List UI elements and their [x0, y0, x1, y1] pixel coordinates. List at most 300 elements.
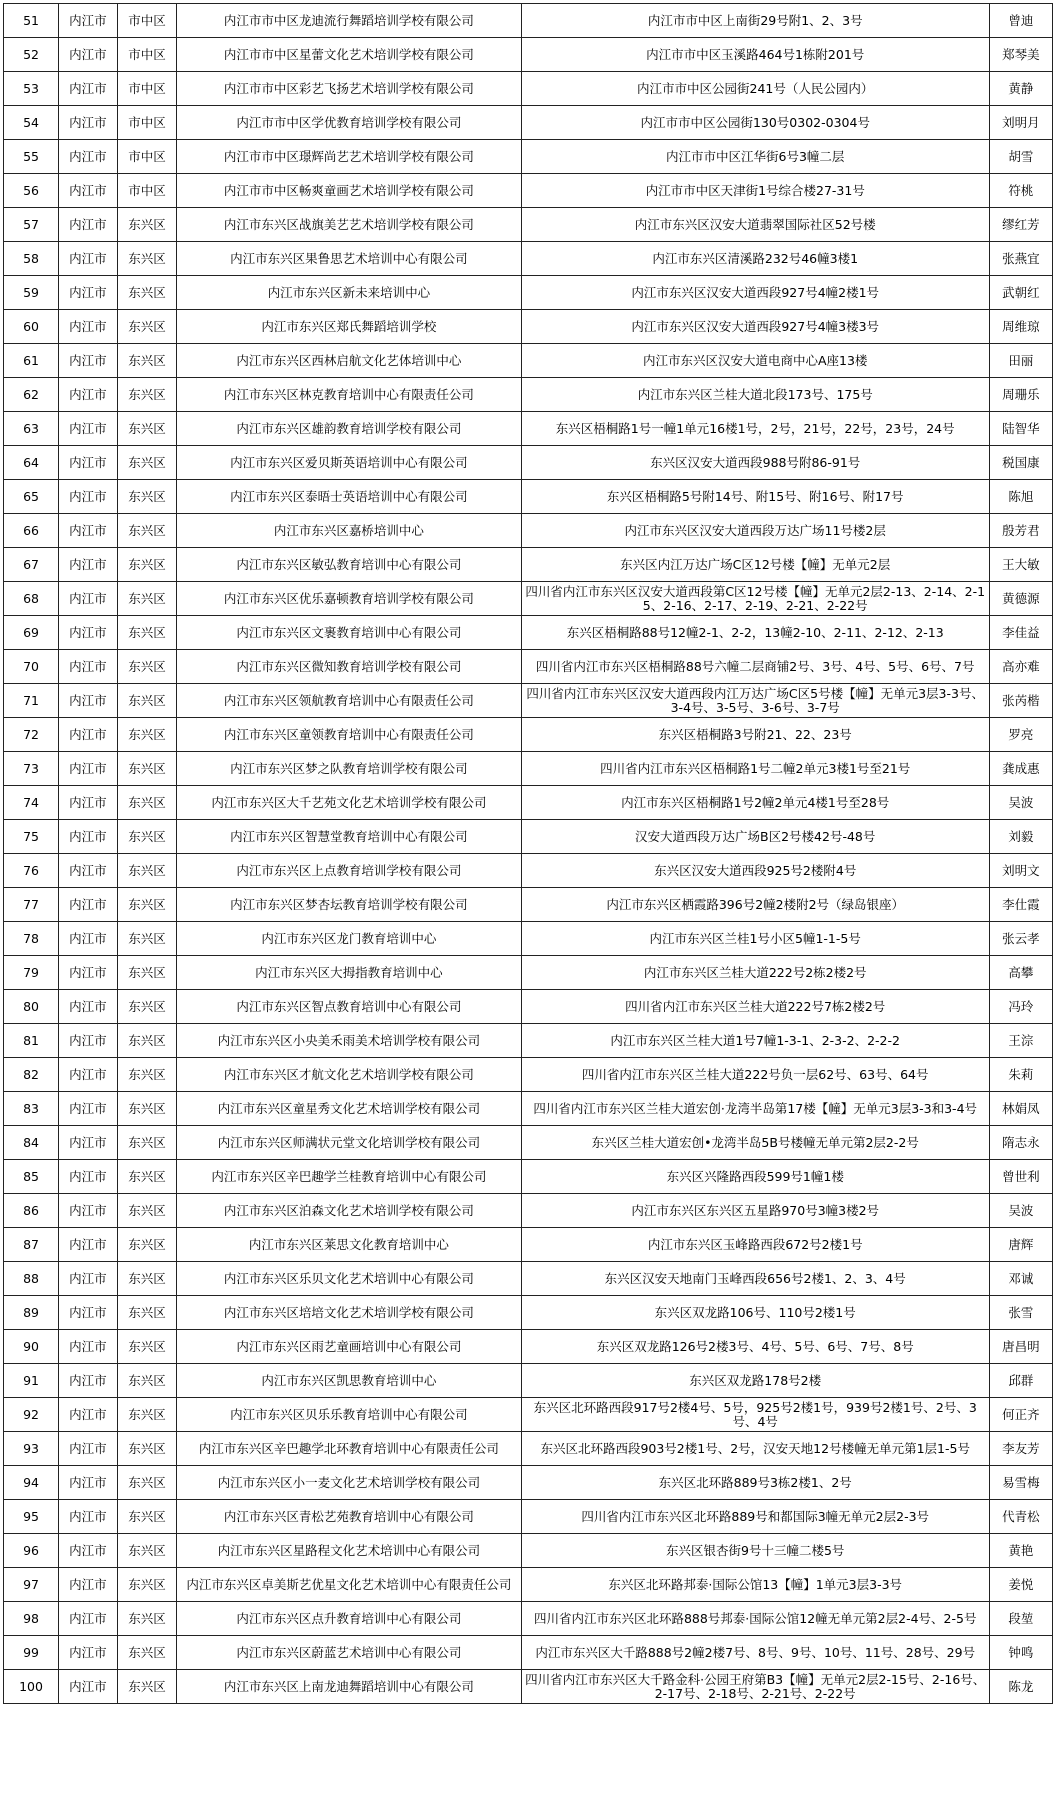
row-number: 52	[4, 38, 59, 72]
legal-representative-cell: 姜悦	[989, 1568, 1052, 1602]
address-cell: 四川省内江市东兴区兰桂大道222号7栋2楼2号	[521, 990, 989, 1024]
address-cell: 东兴区双龙路178号2楼	[521, 1364, 989, 1398]
city-cell: 内江市	[59, 1330, 118, 1364]
legal-representative-cell: 高攀	[989, 956, 1052, 990]
institution-name-cell: 内江市东兴区雨艺童画培训中心有限公司	[177, 1330, 521, 1364]
legal-representative-cell: 黄艳	[989, 1534, 1052, 1568]
district-cell: 东兴区	[117, 582, 177, 616]
legal-representative-cell: 陈龙	[989, 1670, 1052, 1704]
table-row	[4, 1024, 1053, 1058]
table-row	[4, 1262, 1053, 1296]
row-number: 57	[4, 208, 59, 242]
city-cell: 内江市	[59, 1126, 118, 1160]
address-cell: 四川省内江市东兴区大千路金科·公园王府第B3【幢】无单元2层2-15号、2-16号、2-17号、2-18号、2-21号、2-22号	[521, 1670, 989, 1704]
institution-name-cell: 内江市东兴区西林启航文化艺体培训中心	[177, 344, 521, 378]
institution-name-cell: 内江市东兴区微知教育培训学校有限公司	[177, 650, 521, 684]
institution-name-cell: 内江市东兴区凯思教育培训中心	[177, 1364, 521, 1398]
row-number: 58	[4, 242, 59, 276]
table-row	[4, 1534, 1053, 1568]
city-cell: 内江市	[59, 684, 118, 718]
row-number: 56	[4, 174, 59, 208]
district-cell: 市中区	[117, 106, 177, 140]
city-cell: 内江市	[59, 548, 118, 582]
address-cell: 内江市东兴区汉安大道电商中心A座13楼	[521, 344, 989, 378]
table-row	[4, 548, 1053, 582]
district-cell: 东兴区	[117, 1024, 177, 1058]
legal-representative-cell: 唐辉	[989, 1228, 1052, 1262]
address-cell: 内江市市中区上南街29号附1、2、3号	[521, 4, 989, 38]
city-cell: 内江市	[59, 378, 118, 412]
city-cell: 内江市	[59, 208, 118, 242]
institution-name-cell: 内江市东兴区林克教育培训中心有限责任公司	[177, 378, 521, 412]
address-cell: 内江市市中区江华街6号3幢二层	[521, 140, 989, 174]
legal-representative-cell: 符桃	[989, 174, 1052, 208]
address-cell: 内江市东兴区汉安大道翡翠国际社区52号楼	[521, 208, 989, 242]
row-number: 94	[4, 1466, 59, 1500]
address-cell: 东兴区内江万达广场C区12号楼【幢】无单元2层	[521, 548, 989, 582]
institution-name-cell: 内江市东兴区上南龙迪舞蹈培训中心有限公司	[177, 1670, 521, 1704]
institution-name-cell: 内江市东兴区泊森文化艺术培训学校有限公司	[177, 1194, 521, 1228]
institution-name-cell: 内江市东兴区战旗美艺艺术培训学校有限公司	[177, 208, 521, 242]
table-row	[4, 650, 1053, 684]
institution-name-cell: 内江市东兴区童领教育培训中心有限责任公司	[177, 718, 521, 752]
institution-name-cell: 内江市东兴区新未来培训中心	[177, 276, 521, 310]
table-row	[4, 514, 1053, 548]
district-cell: 东兴区	[117, 276, 177, 310]
row-number: 84	[4, 1126, 59, 1160]
legal-representative-cell: 缪红芳	[989, 208, 1052, 242]
institution-name-cell: 内江市东兴区泰晤士英语培训中心有限公司	[177, 480, 521, 514]
table-row	[4, 72, 1053, 106]
legal-representative-cell: 罗亮	[989, 718, 1052, 752]
address-cell: 东兴区兴隆路西段599号1幢1楼	[521, 1160, 989, 1194]
row-number: 91	[4, 1364, 59, 1398]
institution-name-cell: 内江市东兴区点升教育培训中心有限公司	[177, 1602, 521, 1636]
table-row	[4, 1126, 1053, 1160]
legal-representative-cell: 王淙	[989, 1024, 1052, 1058]
city-cell: 内江市	[59, 480, 118, 514]
address-cell: 内江市东兴区汉安大道西段万达广场11号楼2层	[521, 514, 989, 548]
district-cell: 东兴区	[117, 208, 177, 242]
institution-name-cell: 内江市东兴区智慧堂教育培训中心有限公司	[177, 820, 521, 854]
address-cell: 东兴区梧桐路3号附21、22、23号	[521, 718, 989, 752]
table-row	[4, 684, 1053, 718]
city-cell: 内江市	[59, 1534, 118, 1568]
city-cell: 内江市	[59, 1398, 118, 1432]
legal-representative-cell: 邓诚	[989, 1262, 1052, 1296]
legal-representative-cell: 李友芳	[989, 1432, 1052, 1466]
row-number: 95	[4, 1500, 59, 1534]
address-cell: 汉安大道西段万达广场B区2号楼42号-48号	[521, 820, 989, 854]
row-number: 92	[4, 1398, 59, 1432]
district-cell: 东兴区	[117, 1330, 177, 1364]
city-cell: 内江市	[59, 72, 118, 106]
district-cell: 东兴区	[117, 1296, 177, 1330]
legal-representative-cell: 刘明文	[989, 854, 1052, 888]
legal-representative-cell: 周珊乐	[989, 378, 1052, 412]
table-row	[4, 1364, 1053, 1398]
district-cell: 东兴区	[117, 956, 177, 990]
address-cell: 东兴区汉安大道西段925号2楼附4号	[521, 854, 989, 888]
address-cell: 四川省内江市东兴区梧桐路1号二幢2单元3楼1号至21号	[521, 752, 989, 786]
row-number: 61	[4, 344, 59, 378]
table-row	[4, 4, 1053, 38]
row-number: 98	[4, 1602, 59, 1636]
city-cell: 内江市	[59, 616, 118, 650]
district-cell: 东兴区	[117, 1160, 177, 1194]
legal-representative-cell: 武朝红	[989, 276, 1052, 310]
institution-name-cell: 内江市东兴区郑氏舞蹈培训学校	[177, 310, 521, 344]
city-cell: 内江市	[59, 1466, 118, 1500]
table-row	[4, 1432, 1053, 1466]
row-number: 68	[4, 582, 59, 616]
district-cell: 东兴区	[117, 820, 177, 854]
address-cell: 四川省内江市东兴区梧桐路88号六幢二层商铺2号、3号、4号、5号、6号、7号	[521, 650, 989, 684]
row-number: 86	[4, 1194, 59, 1228]
city-cell: 内江市	[59, 1602, 118, 1636]
row-number: 79	[4, 956, 59, 990]
district-cell: 东兴区	[117, 1636, 177, 1670]
address-cell: 四川省内江市东兴区北环路888号邦泰·国际公馆12幢无单元第2层2-4号、2-5号	[521, 1602, 989, 1636]
institution-name-cell: 内江市东兴区青松艺苑教育培训中心有限公司	[177, 1500, 521, 1534]
address-cell: 内江市东兴区玉峰路西段672号2楼1号	[521, 1228, 989, 1262]
table-row	[4, 854, 1053, 888]
legal-representative-cell: 刘明月	[989, 106, 1052, 140]
institution-name-cell: 内江市东兴区大千艺苑文化艺术培训学校有限公司	[177, 786, 521, 820]
row-number: 76	[4, 854, 59, 888]
address-cell: 东兴区兰桂大道宏创•龙湾半岛5B号楼幢无单元第2层2-2号	[521, 1126, 989, 1160]
legal-representative-cell: 陈旭	[989, 480, 1052, 514]
city-cell: 内江市	[59, 1228, 118, 1262]
district-cell: 市中区	[117, 174, 177, 208]
table-row	[4, 378, 1053, 412]
address-cell: 内江市市中区玉溪路464号1栋附201号	[521, 38, 989, 72]
legal-representative-cell: 田丽	[989, 344, 1052, 378]
institution-name-cell: 内江市东兴区敏弘教育培训中心有限公司	[177, 548, 521, 582]
training-institution-table	[3, 3, 1053, 1704]
table-row	[4, 820, 1053, 854]
address-cell: 东兴区汉安大道西段988号附86-91号	[521, 446, 989, 480]
legal-representative-cell: 张雪	[989, 1296, 1052, 1330]
district-cell: 东兴区	[117, 1398, 177, 1432]
city-cell: 内江市	[59, 888, 118, 922]
table-row	[4, 1296, 1053, 1330]
city-cell: 内江市	[59, 1670, 118, 1704]
legal-representative-cell: 高亦难	[989, 650, 1052, 684]
table-row	[4, 446, 1053, 480]
district-cell: 东兴区	[117, 1568, 177, 1602]
address-cell: 东兴区汉安天地南门玉峰西段656号2楼1、2、3、4号	[521, 1262, 989, 1296]
district-cell: 东兴区	[117, 1500, 177, 1534]
table-row	[4, 956, 1053, 990]
row-number: 97	[4, 1568, 59, 1602]
institution-name-cell: 内江市东兴区大拇指教育培训中心	[177, 956, 521, 990]
row-number: 67	[4, 548, 59, 582]
institution-name-cell: 内江市东兴区智点教育培训中心有限公司	[177, 990, 521, 1024]
table-row	[4, 1500, 1053, 1534]
row-number: 64	[4, 446, 59, 480]
row-number: 62	[4, 378, 59, 412]
institution-name-cell: 内江市东兴区才航文化艺术培训学校有限公司	[177, 1058, 521, 1092]
city-cell: 内江市	[59, 854, 118, 888]
row-number: 55	[4, 140, 59, 174]
institution-name-cell: 内江市东兴区星路程文化艺术培训中心有限公司	[177, 1534, 521, 1568]
institution-name-cell: 内江市东兴区师满状元堂文化培训学校有限公司	[177, 1126, 521, 1160]
institution-name-cell: 内江市东兴区乐贝文化艺术培训中心有限公司	[177, 1262, 521, 1296]
institution-name-cell: 内江市东兴区培培文化艺术培训学校有限公司	[177, 1296, 521, 1330]
legal-representative-cell: 周维琼	[989, 310, 1052, 344]
table-row	[4, 1092, 1053, 1126]
table-row	[4, 1228, 1053, 1262]
district-cell: 东兴区	[117, 548, 177, 582]
district-cell: 东兴区	[117, 1058, 177, 1092]
table-row	[4, 480, 1053, 514]
city-cell: 内江市	[59, 1194, 118, 1228]
row-number: 71	[4, 684, 59, 718]
district-cell: 东兴区	[117, 650, 177, 684]
district-cell: 东兴区	[117, 752, 177, 786]
district-cell: 东兴区	[117, 1602, 177, 1636]
row-number: 54	[4, 106, 59, 140]
address-cell: 东兴区梧桐路88号12幢2-1、2-2，13幢2-10、2-11、2-12、2-13	[521, 616, 989, 650]
city-cell: 内江市	[59, 990, 118, 1024]
district-cell: 市中区	[117, 38, 177, 72]
legal-representative-cell: 李仕霞	[989, 888, 1052, 922]
city-cell: 内江市	[59, 1500, 118, 1534]
table-row	[4, 1058, 1053, 1092]
city-cell: 内江市	[59, 106, 118, 140]
institution-name-cell: 内江市东兴区嘉桥培训中心	[177, 514, 521, 548]
legal-representative-cell: 张芮楷	[989, 684, 1052, 718]
address-cell: 内江市东兴区梧桐路1号2幢2单元4楼1号至28号	[521, 786, 989, 820]
row-number: 72	[4, 718, 59, 752]
table-row	[4, 990, 1053, 1024]
table-row	[4, 616, 1053, 650]
address-cell: 东兴区双龙路126号2楼3号、4号、5号、6号、7号、8号	[521, 1330, 989, 1364]
table-row	[4, 582, 1053, 616]
city-cell: 内江市	[59, 1058, 118, 1092]
table-row	[4, 1194, 1053, 1228]
district-cell: 东兴区	[117, 1432, 177, 1466]
table-row	[4, 1636, 1053, 1670]
legal-representative-cell: 王大敏	[989, 548, 1052, 582]
district-cell: 市中区	[117, 140, 177, 174]
district-cell: 东兴区	[117, 412, 177, 446]
district-cell: 东兴区	[117, 1262, 177, 1296]
city-cell: 内江市	[59, 1296, 118, 1330]
address-cell: 四川省内江市东兴区北环路889号和都国际3幢无单元2层2-3号	[521, 1500, 989, 1534]
address-cell: 东兴区北环路889号3栋2楼1、2号	[521, 1466, 989, 1500]
institution-name-cell: 内江市市中区彩艺飞扬艺术培训学校有限公司	[177, 72, 521, 106]
address-cell: 东兴区北环路西段917号2楼4号、5号，925号2楼1号，939号2楼1号、2号、3号、4号	[521, 1398, 989, 1432]
institution-name-cell: 内江市东兴区辛巴趣学北环教育培训中心有限责任公司	[177, 1432, 521, 1466]
district-cell: 东兴区	[117, 854, 177, 888]
institution-name-cell: 内江市东兴区上点教育培训学校有限公司	[177, 854, 521, 888]
district-cell: 东兴区	[117, 1194, 177, 1228]
row-number: 74	[4, 786, 59, 820]
address-cell: 东兴区北环路西段903号2楼1号、2号，汉安天地12号楼幢无单元第1层1-5号	[521, 1432, 989, 1466]
address-cell: 内江市市中区天津街1号综合楼27-31号	[521, 174, 989, 208]
city-cell: 内江市	[59, 140, 118, 174]
row-number: 80	[4, 990, 59, 1024]
institution-name-cell: 内江市东兴区优乐嘉顿教育培训学校有限公司	[177, 582, 521, 616]
district-cell: 东兴区	[117, 1126, 177, 1160]
institution-name-cell: 内江市东兴区文裹教育培训中心有限公司	[177, 616, 521, 650]
row-number: 51	[4, 4, 59, 38]
district-cell: 东兴区	[117, 786, 177, 820]
address-cell: 内江市东兴区栖霞路396号2幢2楼附2号（绿岛银座）	[521, 888, 989, 922]
institution-name-cell: 内江市东兴区梦杏坛教育培训学校有限公司	[177, 888, 521, 922]
legal-representative-cell: 吴波	[989, 1194, 1052, 1228]
district-cell: 东兴区	[117, 1534, 177, 1568]
institution-name-cell: 内江市东兴区贝乐乐教育培训中心有限公司	[177, 1398, 521, 1432]
row-number: 78	[4, 922, 59, 956]
table-row	[4, 888, 1053, 922]
table-row	[4, 208, 1053, 242]
address-cell: 东兴区银杏街9号十三幢二楼5号	[521, 1534, 989, 1568]
legal-representative-cell: 何正齐	[989, 1398, 1052, 1432]
row-number: 93	[4, 1432, 59, 1466]
legal-representative-cell: 代青松	[989, 1500, 1052, 1534]
legal-representative-cell: 殷芳君	[989, 514, 1052, 548]
legal-representative-cell: 郑琴美	[989, 38, 1052, 72]
table-row	[4, 1398, 1053, 1432]
city-cell: 内江市	[59, 1568, 118, 1602]
legal-representative-cell: 段堃	[989, 1602, 1052, 1636]
institution-name-cell: 内江市市中区璟辉尚艺艺术培训学校有限公司	[177, 140, 521, 174]
row-number: 89	[4, 1296, 59, 1330]
city-cell: 内江市	[59, 718, 118, 752]
institution-name-cell: 内江市东兴区爱贝斯英语培训中心有限公司	[177, 446, 521, 480]
institution-name-cell: 内江市东兴区辛巴趣学兰桂教育培训中心有限公司	[177, 1160, 521, 1194]
institution-name-cell: 内江市市中区畅爽童画艺术培训学校有限公司	[177, 174, 521, 208]
district-cell: 东兴区	[117, 888, 177, 922]
table-row	[4, 922, 1053, 956]
district-cell: 东兴区	[117, 310, 177, 344]
row-number: 88	[4, 1262, 59, 1296]
legal-representative-cell: 朱莉	[989, 1058, 1052, 1092]
city-cell: 内江市	[59, 1364, 118, 1398]
address-cell: 内江市东兴区清溪路232号46幢3楼1	[521, 242, 989, 276]
legal-representative-cell: 易雪梅	[989, 1466, 1052, 1500]
district-cell: 东兴区	[117, 378, 177, 412]
institution-name-cell: 内江市市中区星蕾文化艺术培训学校有限公司	[177, 38, 521, 72]
district-cell: 东兴区	[117, 514, 177, 548]
city-cell: 内江市	[59, 786, 118, 820]
legal-representative-cell: 邱群	[989, 1364, 1052, 1398]
institution-name-cell: 内江市市中区龙迪流行舞蹈培训学校有限公司	[177, 4, 521, 38]
institution-name-cell: 内江市东兴区雄韵教育培训学校有限公司	[177, 412, 521, 446]
table-row	[4, 310, 1053, 344]
table-row	[4, 106, 1053, 140]
city-cell: 内江市	[59, 650, 118, 684]
district-cell: 东兴区	[117, 1228, 177, 1262]
city-cell: 内江市	[59, 752, 118, 786]
city-cell: 内江市	[59, 922, 118, 956]
row-number: 82	[4, 1058, 59, 1092]
table-row	[4, 786, 1053, 820]
table-row	[4, 1160, 1053, 1194]
table-row	[4, 1330, 1053, 1364]
address-cell: 内江市东兴区兰桂大道222号2栋2楼2号	[521, 956, 989, 990]
district-cell: 东兴区	[117, 344, 177, 378]
city-cell: 内江市	[59, 514, 118, 548]
legal-representative-cell: 陆智华	[989, 412, 1052, 446]
table-row	[4, 1602, 1053, 1636]
row-number: 99	[4, 1636, 59, 1670]
district-cell: 东兴区	[117, 616, 177, 650]
city-cell: 内江市	[59, 276, 118, 310]
city-cell: 内江市	[59, 956, 118, 990]
legal-representative-cell: 李佳益	[989, 616, 1052, 650]
legal-representative-cell: 张燕宜	[989, 242, 1052, 276]
row-number: 100	[4, 1670, 59, 1704]
table-row	[4, 1670, 1053, 1704]
legal-representative-cell: 刘毅	[989, 820, 1052, 854]
row-number: 83	[4, 1092, 59, 1126]
district-cell: 东兴区	[117, 1092, 177, 1126]
institution-name-cell: 内江市东兴区果鲁思艺术培训中心有限公司	[177, 242, 521, 276]
city-cell: 内江市	[59, 412, 118, 446]
legal-representative-cell: 唐昌明	[989, 1330, 1052, 1364]
row-number: 90	[4, 1330, 59, 1364]
table-row	[4, 718, 1053, 752]
legal-representative-cell: 黄静	[989, 72, 1052, 106]
city-cell: 内江市	[59, 242, 118, 276]
row-number: 81	[4, 1024, 59, 1058]
legal-representative-cell: 隋志永	[989, 1126, 1052, 1160]
row-number: 53	[4, 72, 59, 106]
district-cell: 东兴区	[117, 446, 177, 480]
legal-representative-cell: 张云孝	[989, 922, 1052, 956]
row-number: 59	[4, 276, 59, 310]
row-number: 77	[4, 888, 59, 922]
institution-name-cell: 内江市东兴区小央美禾雨美术培训学校有限公司	[177, 1024, 521, 1058]
city-cell: 内江市	[59, 344, 118, 378]
district-cell: 市中区	[117, 72, 177, 106]
row-number: 63	[4, 412, 59, 446]
row-number: 75	[4, 820, 59, 854]
city-cell: 内江市	[59, 38, 118, 72]
row-number: 66	[4, 514, 59, 548]
address-cell: 东兴区北环路邦泰·国际公馆13【幢】1单元3层3-3号	[521, 1568, 989, 1602]
district-cell: 东兴区	[117, 1466, 177, 1500]
address-cell: 东兴区梧桐路1号一幢1单元16楼1号，2号，21号，22号，23号，24号	[521, 412, 989, 446]
legal-representative-cell: 曾世利	[989, 1160, 1052, 1194]
row-number: 60	[4, 310, 59, 344]
address-cell: 内江市东兴区汉安大道西段927号4幢3楼3号	[521, 310, 989, 344]
table-body	[4, 4, 1053, 1704]
row-number: 73	[4, 752, 59, 786]
address-cell: 内江市东兴区兰桂大道北段173号、175号	[521, 378, 989, 412]
row-number: 85	[4, 1160, 59, 1194]
address-cell: 四川省内江市东兴区汉安大道西段第C区12号楼【幢】无单元2层2-13、2-14、2-15、2-16、2-17、2-19、2-21、2-22号	[521, 582, 989, 616]
table-row	[4, 174, 1053, 208]
table-row	[4, 344, 1053, 378]
legal-representative-cell: 胡雪	[989, 140, 1052, 174]
district-cell: 东兴区	[117, 242, 177, 276]
address-cell: 内江市东兴区汉安大道西段927号4幢2楼1号	[521, 276, 989, 310]
city-cell: 内江市	[59, 1262, 118, 1296]
row-number: 69	[4, 616, 59, 650]
address-cell: 东兴区双龙路106号、110号2楼1号	[521, 1296, 989, 1330]
district-cell: 东兴区	[117, 684, 177, 718]
legal-representative-cell: 曾迪	[989, 4, 1052, 38]
legal-representative-cell: 税国康	[989, 446, 1052, 480]
institution-name-cell: 内江市东兴区梦之队教育培训学校有限公司	[177, 752, 521, 786]
city-cell: 内江市	[59, 1432, 118, 1466]
institution-name-cell: 内江市东兴区龙门教育培训中心	[177, 922, 521, 956]
